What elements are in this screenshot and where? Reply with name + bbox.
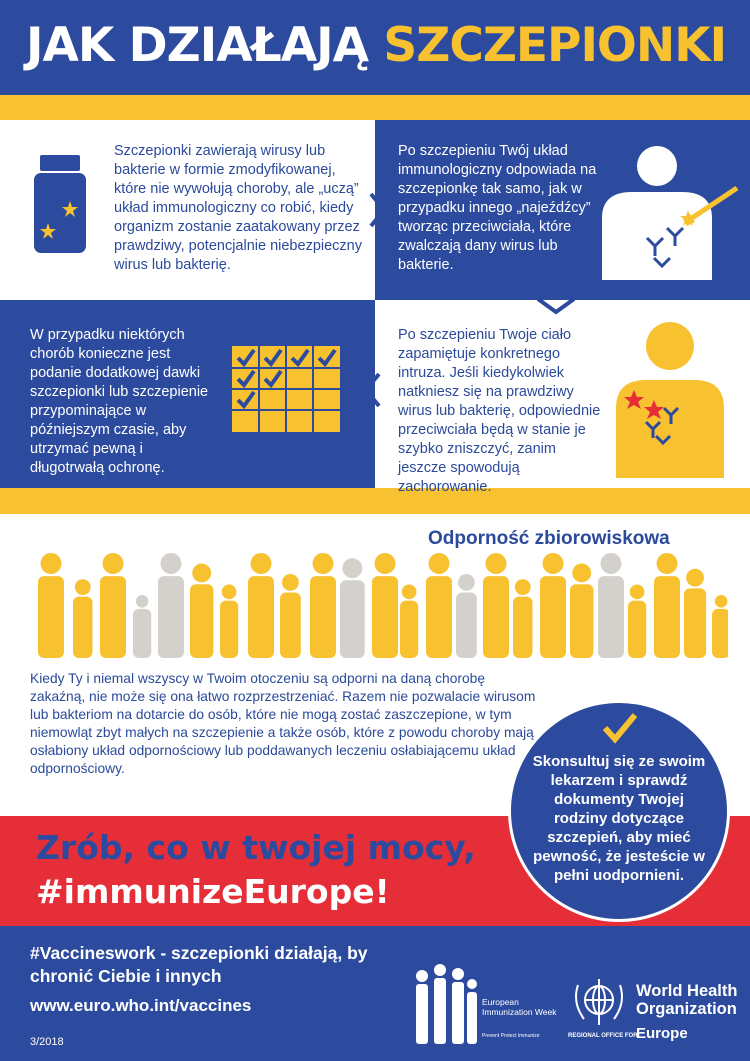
- person-silhouette: [513, 579, 533, 658]
- yellow-band-middle: [0, 488, 750, 514]
- person-silhouette: [158, 553, 184, 658]
- person-silhouette: [456, 574, 477, 658]
- who-name-line1: World Health: [636, 982, 738, 1000]
- checkmark-icon: [602, 712, 638, 744]
- arrow-left-icon: [362, 370, 384, 410]
- person-silhouette: [248, 553, 274, 658]
- who-emblem-logo: [570, 975, 628, 1029]
- person-silhouette: [400, 585, 418, 659]
- person-silhouette: [38, 553, 64, 658]
- footer-date: 3/2018: [30, 1036, 64, 1048]
- person-silhouette: [684, 569, 706, 658]
- person-silhouette: [310, 553, 336, 658]
- immune-person-icon: [608, 318, 728, 478]
- title-white: JAK DZIAŁAJĄ: [26, 18, 369, 73]
- yellow-band-top: [0, 95, 750, 120]
- crowd-illustration: [28, 548, 728, 658]
- eiw-tagline: Prevent Protect Immunize: [482, 1033, 540, 1039]
- herd-immunity-title: Odporność zbiorowiskowa: [428, 528, 670, 549]
- cta-line1: Zrób, co w twojej mocy,: [36, 828, 476, 867]
- panel3-text: W przypadku niektórych chorób konieczne jest podanie dodatkowej dawki szczepionki lub szczepienie przypominające w późniejszym czasie, aby utrzymać pewną i długotrwałą ochronę.: [30, 327, 209, 476]
- person-silhouette: [570, 564, 593, 659]
- panel1-text: Szczepionki zawierają wirusy lub bakterie w formie zmodyfikowanej, które nie wywołują choroby, ale „uczą” układ immunologiczny co robić, kiedy organizm zostanie zaatakowany przez prawdziwy, potencjalnie niebezpieczny wirus lub bakterię.: [114, 143, 362, 273]
- person-silhouette: [280, 574, 301, 658]
- cta-hashtag: #immunizeEurope!: [36, 872, 390, 911]
- page-title: [26, 18, 726, 73]
- eiw-label: European Immunization Week: [482, 997, 557, 1017]
- footer-slogan: #Vaccineswork - szczepionki działają, by chronić Ciebie i innych: [30, 943, 368, 986]
- person-silhouette: [190, 564, 213, 659]
- vaccine-vial-icon: [30, 155, 90, 255]
- eiw-children-logo: [410, 962, 478, 1048]
- person-silhouette: [712, 595, 728, 658]
- calendar-checklist-icon: [232, 346, 342, 434]
- person-silhouette: [540, 553, 566, 658]
- vaccination-person-icon: [592, 140, 742, 280]
- person-silhouette: [654, 553, 680, 658]
- who-europe: Europe: [636, 1025, 688, 1042]
- consult-doctor-text: Skonsultuj się ze swoim lekarzem i sprawdź dokumenty Twojej rodziny dotyczące szczepień, aby mieć pewność, że jesteście w pełni uodpornieni.: [532, 753, 706, 884]
- person-silhouette: [133, 595, 151, 658]
- person-silhouette: [628, 585, 646, 659]
- who-name-line2: Organization: [636, 1000, 737, 1018]
- person-silhouette: [372, 553, 398, 658]
- panel2-text: Po szczepieniu Twój układ immunologiczny odpowiada na szczepionkę tak samo, jak w przypadku innego „najeźdźcy” tworząc przeciwciała, które zwalczają dany wirus lub bakterie.: [398, 143, 597, 273]
- person-silhouette: [100, 553, 126, 658]
- arrow-down-icon: [534, 296, 578, 316]
- herd-immunity-text: Kiedy Ty i niemal wszyscy w Twoim otoczeniu są odporni na daną chorobę zakaźną, nie może się ona łatwo rozprzestrzeniać. Razem nie pozwalacie wirusom lub bakteriom na dotarcie do osób, które nie mogą zostać zaszczepione, w tym niemowląt zbyt małych na szczepienie a także osób, które z powodu choroby mają osłabiony układ odpornościowy lub poddawanych leczeniu osłabiającemu układ odpornościowy.: [30, 671, 536, 776]
- person-silhouette: [426, 553, 452, 658]
- person-silhouette: [598, 553, 624, 658]
- person-silhouette: [340, 558, 365, 658]
- arrow-right-icon: [366, 190, 388, 230]
- panel4-text: Po szczepieniu Twoje ciało zapamiętuje konkretnego intruza. Jeśli kiedykolwiek natkniesz się na prawdziwy wirus lub bakterię, odpowiednie przeciwciała będą w stanie je szybko zniszczyć, zanim jeszcze spowodują zachorowanie.: [398, 327, 601, 495]
- footer-url[interactable]: www.euro.who.int/vaccines: [30, 996, 252, 1015]
- who-regional-office: REGIONAL OFFICE FOR: [568, 1033, 638, 1039]
- person-silhouette: [483, 553, 509, 658]
- title-yellow: SZCZEPIONKI: [383, 18, 727, 73]
- person-silhouette: [220, 585, 238, 659]
- person-silhouette: [73, 579, 93, 658]
